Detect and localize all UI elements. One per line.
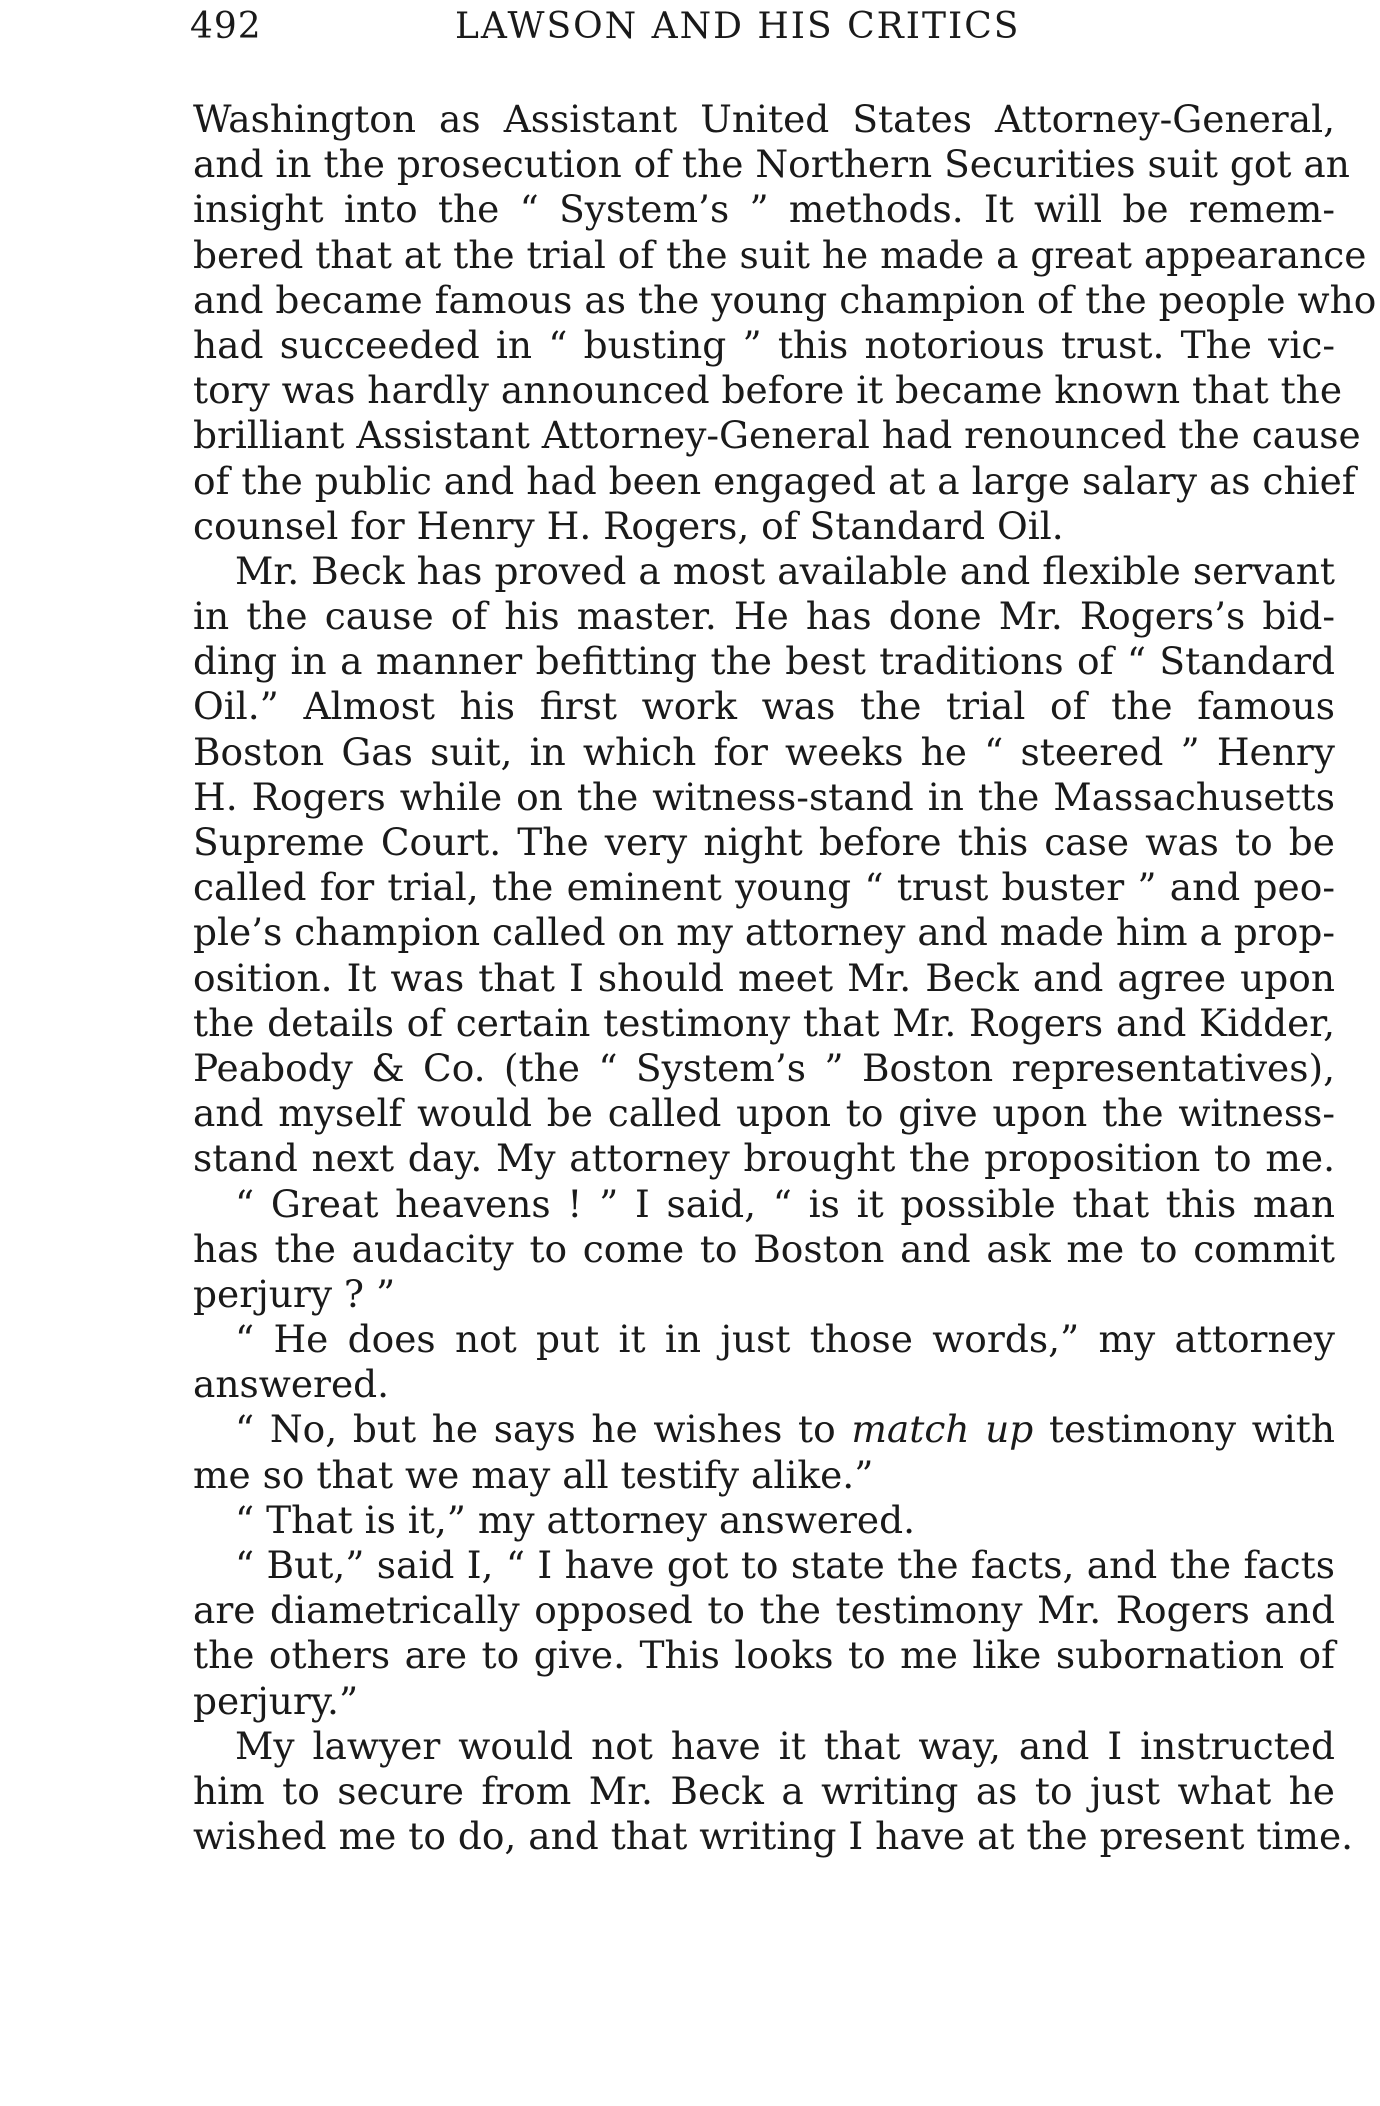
text-line: osition. It was that I should meet Mr. Beck and agree upon (193, 955, 1335, 1000)
text-line: tory was hardly announced before it became known that the (193, 368, 1343, 413)
text-line: and became famous as the young champion of the people who (193, 277, 1377, 322)
text-line: in the cause of his master. He has done Mr. Rogers’s bid- (193, 594, 1335, 639)
text-line: the others are to give. This looks to me like subornation of (193, 1633, 1335, 1678)
text-line: him to secure from Mr. Beck a writing as to just what he (193, 1768, 1335, 1813)
running-head: LAWSON AND HIS CRITICS (455, 6, 1021, 47)
text-line: H. Rogers while on the witness-stand in the Massachusetts (193, 774, 1335, 819)
text-fragment: testimony with (1033, 1407, 1336, 1452)
text-line: Washington as Assistant United States Attorney-General, (193, 97, 1335, 141)
text-line: answered. (193, 1362, 390, 1407)
page-number: 492 (190, 6, 262, 47)
text-line: “ But,” said I, “ I have got to state the facts, and the facts (235, 1543, 1335, 1587)
text-line: called for trial, the eminent young “ trust buster ” and peo- (193, 865, 1335, 910)
text-line: stand next day. My attorney brought the proposition to me. (193, 1136, 1335, 1181)
text-line: My lawyer would not have it that way, and I instructed (235, 1723, 1335, 1768)
text-line: the details of certain testimony that Mr. Rogers and Kidder, (193, 1000, 1335, 1045)
text-line: ding in a manner befitting the best traditions of “ Standard (193, 639, 1335, 684)
text-line: counsel for Henry H. Rogers, of Standard Oil. (193, 503, 1064, 548)
text-line: wished me to do, and that writing I have at the present time. (193, 1814, 1354, 1859)
body-text (193, 97, 1377, 1859)
text-line (193, 1407, 1335, 1452)
text-line: and in the prosecution of the Northern Securities suit got an (193, 142, 1350, 187)
text-line: Mr. Beck has proved a most available and flexible servant (235, 548, 1335, 593)
text-line: bered that at the trial of the suit he made a great appearance (193, 232, 1367, 277)
text-line: are diametrically opposed to the testimony Mr. Rogers and (193, 1588, 1335, 1633)
text-line: ple’s champion called on my attorney and made him a prop- (193, 910, 1335, 955)
text-fragment: “ No, but he says he wishes to (235, 1407, 852, 1452)
text-line: Oil.” Almost his first work was the trial of the famous (193, 684, 1335, 729)
text-line: “ He does not put it in just those words,” my attorney (235, 1317, 1335, 1362)
text-line: Peabody & Co. (the “ System’s ” Boston representatives), (193, 1045, 1335, 1090)
text-line: “ That is it,” my attorney answered. (235, 1497, 916, 1542)
text-line: of the public and had been engaged at a large salary as chief (193, 458, 1356, 503)
text-line: me so that we may all testify alike.” (193, 1452, 874, 1497)
text-line: brilliant Assistant Attorney-General had renounced the cause (193, 413, 1361, 458)
text-line: Boston Gas suit, in which for weeks he “ steered ” Henry (193, 729, 1335, 774)
text-line: perjury.” (193, 1678, 359, 1723)
text-line: insight into the “ System’s ” methods. It will be remem- (193, 187, 1335, 232)
text-line: Supreme Court. The very night before this case was to be (193, 820, 1335, 864)
text-line: “ Great heavens ! ” I said, “ is it possible that this man (235, 1181, 1335, 1226)
text-line: had succeeded in “ busting ” this notorious trust. The vic- (193, 322, 1335, 367)
text-line: has the audacity to come to Boston and ask me to commit (193, 1226, 1335, 1271)
text-line: perjury ? ” (193, 1271, 396, 1316)
text-line: and myself would be called upon to give upon the witness- (193, 1091, 1335, 1136)
italic-phrase: match up (851, 1407, 1034, 1452)
page-header (190, 6, 1340, 50)
